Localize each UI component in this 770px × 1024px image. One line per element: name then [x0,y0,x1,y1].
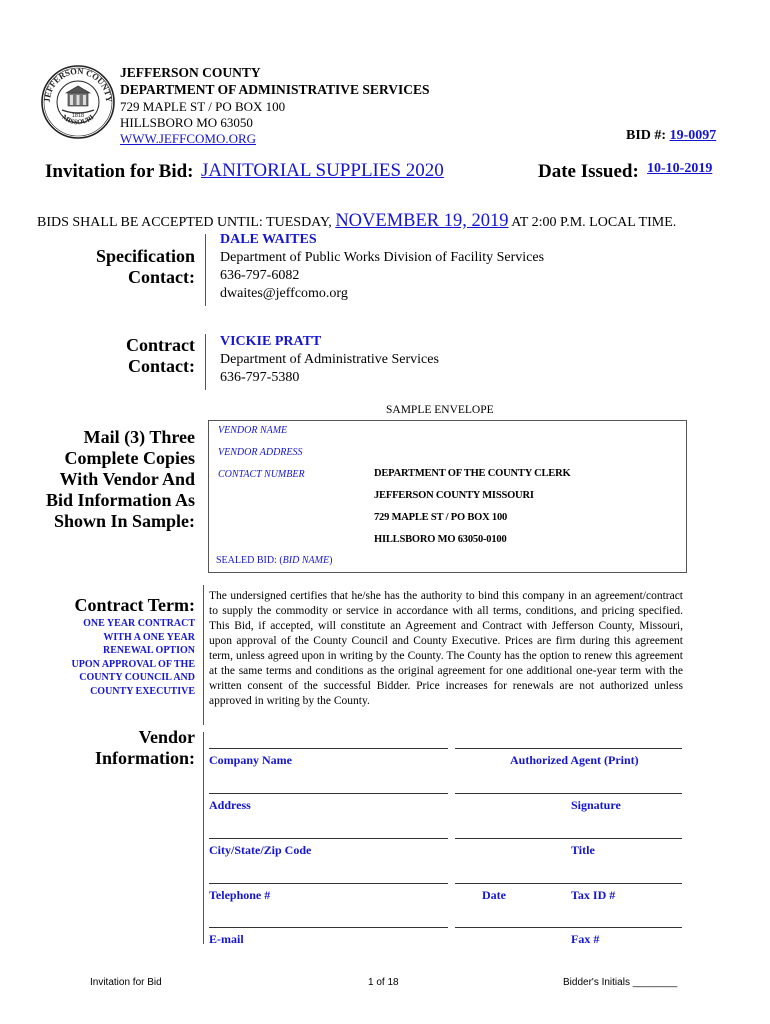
mail-line: Bid Information As [45,490,195,510]
contract-contact-label-1: Contract [126,335,195,355]
address-line-2: HILLSBORO MO 63050 [120,115,253,130]
sample-envelope [208,420,687,573]
envelope-vendor-name: VENDOR NAME [218,425,288,436]
vendor-label-2: Information: [95,748,195,768]
mail-line: With Vendor And [59,469,195,489]
envelope-title: SAMPLE ENVELOPE [386,404,494,416]
deadline-prefix: BIDS SHALL BE ACCEPTED UNTIL: TUESDAY, [37,215,332,230]
city-state-zip-label: City/State/Zip Code [209,843,312,857]
bidders-initials: Bidder's Initials ________ [563,977,678,988]
mail-line: Complete Copies [64,448,195,468]
fax-field[interactable] [455,927,682,928]
bid-title: JANITORIAL SUPPLIES 2020 [201,160,444,181]
contract-term-label: Contract Term: [74,595,195,615]
envelope-vendor-address: VENDOR ADDRESS [218,447,303,458]
vendor-divider [203,732,204,944]
deadline-line [37,211,676,232]
website-link[interactable]: WWW.JEFFCOMO.ORG [120,131,257,146]
email-field[interactable] [209,927,448,928]
spec-contact-name: DALE WAITES [220,232,317,247]
envelope-to-line-1: DEPARTMENT OF THE COUNTY CLERK [374,468,571,479]
term-note-line: RENEWAL OPTION [103,645,195,657]
date-tax-id-field[interactable] [455,883,682,884]
footer-left: Invitation for Bid [90,977,162,988]
deadline-suffix: AT 2:00 P.M. LOCAL TIME. [511,215,677,230]
address-line-1: 729 MAPLE ST / PO BOX 100 [120,99,286,114]
city-state-zip-field[interactable] [209,838,448,839]
envelope-to-line-4: HILLSBORO MO 63050-0100 [374,534,507,545]
county-name: JEFFERSON COUNTY [120,65,261,80]
fax-label: Fax # [571,932,600,946]
page-number: 1 of 18 [368,977,399,988]
certification-text: The undersigned certifies that he/she has the authority to bind this company in an agreement/contract to supply the commodity or service in accordance with all terms, conditions, and pricing specified. This Bid, if accepted, will constitute an Agreement and Contract with Jefferson County, Missouri, upon approval of the County Council and County Executive. Prices are firm during this agreement term, unless agreed upon in writing by the County. The County has the option to renew this agreement at the same terms and conditions as the original agreement for one additional one-year term with the written consent of the successful Bidder. Price increases for renewals are not authorized unless approved in writing by the County. [209,590,683,707]
spec-contact-label-1: Specification [96,246,195,266]
tax-id-label: Tax ID # [571,888,616,902]
invitation-label: Invitation for Bid: [45,161,194,182]
spec-divider [205,234,206,306]
authorized-agent-field[interactable] [455,748,682,749]
spec-contact-phone: 636-797-6082 [220,268,300,283]
term-divider [203,585,204,725]
date-issued: 10-10-2019 [647,161,713,176]
envelope-contact-number: CONTACT NUMBER [218,469,305,480]
seal-top-text: JEFFERSON COUNTY [41,65,115,103]
signature-field[interactable] [455,793,682,794]
term-note-line: ONE YEAR CONTRACT [83,618,195,629]
envelope-to-line-2: JEFFERSON COUNTY MISSOURI [374,490,534,501]
vendor-label-1: Vendor [138,727,195,747]
address-field[interactable] [209,793,448,794]
title-field[interactable] [455,838,682,839]
term-note-line: UPON APPROVAL OF THE [71,658,195,670]
telephone-label: Telephone # [209,888,271,902]
contract-contact-label-2: Contact: [128,356,195,376]
date-issued-label: Date Issued: [538,161,639,182]
contract-term-note [40,617,195,699]
contract-divider [205,334,206,390]
term-note-line: COUNTY EXECUTIVE [90,685,195,697]
sealed-suffix: ) [329,555,333,566]
email-label: E-mail [209,932,244,946]
spec-contact-email[interactable]: dwaites@jeffcomo.org [220,286,348,301]
seal-bottom-text: MISSOURI [60,113,96,127]
telephone-field[interactable] [209,883,448,884]
authorized-agent-label: Authorized Agent (Print) [510,753,639,767]
envelope-sealed-bid [216,555,332,566]
signature-label: Signature [571,798,621,812]
contract-contact-dept: Department of Administrative Services [220,352,439,367]
date-label: Date [482,888,506,902]
company-name-label: Company Name [209,753,292,767]
envelope-to-line-3: 729 MAPLE ST / PO BOX 100 [374,512,508,523]
company-name-field[interactable] [209,748,448,749]
mail-line: Shown In Sample: [53,511,195,531]
sealed-prefix: SEALED BID: ( [216,555,283,566]
bid-number-label: BID #: [626,128,667,143]
deadline-date: NOVEMBER 19, 2019 [335,211,509,231]
seal-year: 1818 [71,113,85,119]
county-seal [40,64,116,140]
term-note-line: COUNTY COUNCIL AND [79,672,195,684]
bid-number: 19-0097 [669,128,717,143]
address-label: Address [209,798,251,812]
seal-icon [40,64,116,140]
spec-contact-dept: Department of Public Works Division of Facility Services [220,250,545,265]
contract-contact-name: VICKIE PRATT [220,334,322,349]
term-note-line: WITH A ONE YEAR [103,631,195,643]
contract-contact-phone: 636-797-5380 [220,370,300,385]
sealed-bid-name: BID NAME [282,555,330,566]
title-label: Title [571,843,595,857]
department-name: DEPARTMENT OF ADMINISTRATIVE SERVICES [120,82,430,97]
bid-number-row [626,128,716,144]
mail-instructions [40,427,195,532]
mail-line: Mail (3) Three [83,427,195,447]
spec-contact-label-2: Contact: [128,267,195,287]
